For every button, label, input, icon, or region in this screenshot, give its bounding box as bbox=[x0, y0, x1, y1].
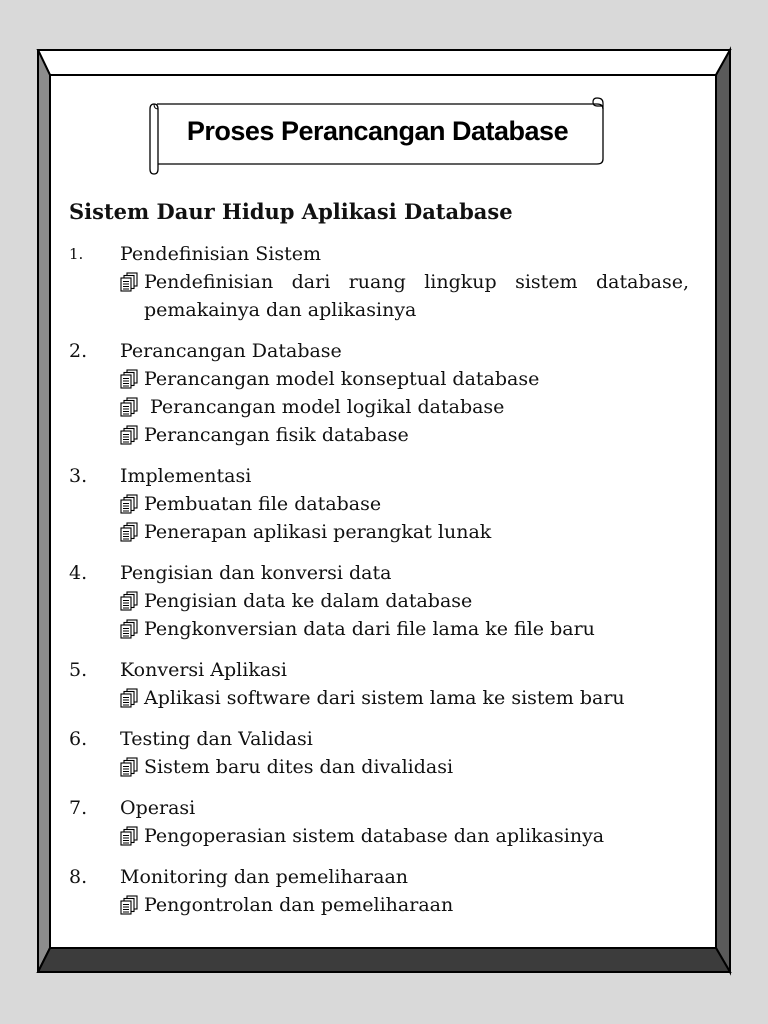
sub-item-text-continued: pemakainya dan aplikasinya bbox=[144, 299, 417, 321]
sub-item bbox=[69, 421, 689, 449]
stacked-pages-icon bbox=[120, 615, 144, 643]
list-item bbox=[69, 337, 689, 449]
item-title: Perancangan Database bbox=[120, 340, 342, 362]
item-number: 8. bbox=[69, 866, 88, 888]
item-title: Pendefinisian Sistem bbox=[120, 243, 321, 265]
sub-item bbox=[69, 753, 689, 781]
stacked-pages-icon bbox=[120, 490, 144, 518]
sub-item-text: Penerapan aplikasi perangkat lunak bbox=[144, 521, 492, 543]
sub-item bbox=[69, 587, 689, 615]
list-item bbox=[69, 794, 689, 850]
list-item bbox=[69, 656, 689, 712]
sub-item-text: Pengkonversian data dari file lama ke file baru bbox=[144, 618, 595, 640]
sub-item bbox=[69, 891, 689, 919]
sub-item-text: Perancangan fisik database bbox=[144, 424, 409, 446]
item-title: Implementasi bbox=[120, 465, 252, 487]
lifecycle-list bbox=[69, 240, 689, 932]
item-title: Testing dan Validasi bbox=[120, 728, 313, 750]
sub-item-text: Aplikasi software dari sistem lama ke sistem baru bbox=[144, 687, 625, 709]
stacked-pages-icon bbox=[120, 268, 144, 296]
item-number: 1. bbox=[69, 245, 84, 263]
stacked-pages-icon bbox=[120, 393, 150, 421]
item-number: 4. bbox=[69, 562, 88, 584]
sub-item-text: Perancangan model konseptual database bbox=[144, 368, 540, 390]
item-title: Pengisian dan konversi data bbox=[120, 562, 392, 584]
sub-item bbox=[69, 365, 689, 393]
item-title: Monitoring dan pemeliharaan bbox=[120, 866, 409, 888]
list-item bbox=[69, 462, 689, 546]
sub-item bbox=[69, 615, 689, 643]
sub-item bbox=[69, 268, 689, 296]
sub-item-text: Sistem baru dites dan divalidasi bbox=[144, 756, 454, 778]
item-title: Operasi bbox=[120, 797, 196, 819]
stacked-pages-icon bbox=[120, 421, 144, 449]
item-number: 7. bbox=[69, 797, 88, 819]
stacked-pages-icon bbox=[120, 587, 144, 615]
stacked-pages-icon bbox=[120, 365, 144, 393]
item-number: 6. bbox=[69, 728, 88, 750]
sub-item bbox=[69, 490, 689, 518]
item-number: 3. bbox=[69, 465, 88, 487]
sub-item bbox=[69, 518, 689, 546]
sub-item-text: Perancangan model logikal database bbox=[150, 396, 505, 418]
sub-item-text: Pengontrolan dan pemeliharaan bbox=[144, 894, 454, 916]
list-item bbox=[69, 725, 689, 781]
section-subtitle: Sistem Daur Hidup Aplikasi Database bbox=[69, 199, 513, 224]
stacked-pages-icon bbox=[120, 822, 144, 850]
sub-item bbox=[69, 822, 689, 850]
stacked-pages-icon bbox=[120, 753, 144, 781]
list-item bbox=[69, 240, 689, 324]
sub-item bbox=[69, 684, 689, 712]
sub-item-text: Pengoperasian sistem database dan aplikasinya bbox=[144, 825, 605, 847]
list-item bbox=[69, 863, 689, 919]
stacked-pages-icon bbox=[120, 684, 144, 712]
sub-item-text: Pembuatan file database bbox=[144, 493, 382, 515]
sub-item bbox=[69, 393, 689, 421]
item-number: 5. bbox=[69, 659, 88, 681]
list-item bbox=[69, 559, 689, 643]
item-number: 2. bbox=[69, 340, 88, 362]
stacked-pages-icon bbox=[120, 518, 144, 546]
stacked-pages-icon bbox=[120, 891, 144, 919]
banner-title: Proses Perancangan Database bbox=[186, 115, 569, 146]
sub-item-text: Pendefinisian dari ruang lingkup sistem database, bbox=[144, 271, 689, 293]
item-title: Konversi Aplikasi bbox=[120, 659, 287, 681]
sub-item-text: Pengisian data ke dalam database bbox=[144, 590, 473, 612]
